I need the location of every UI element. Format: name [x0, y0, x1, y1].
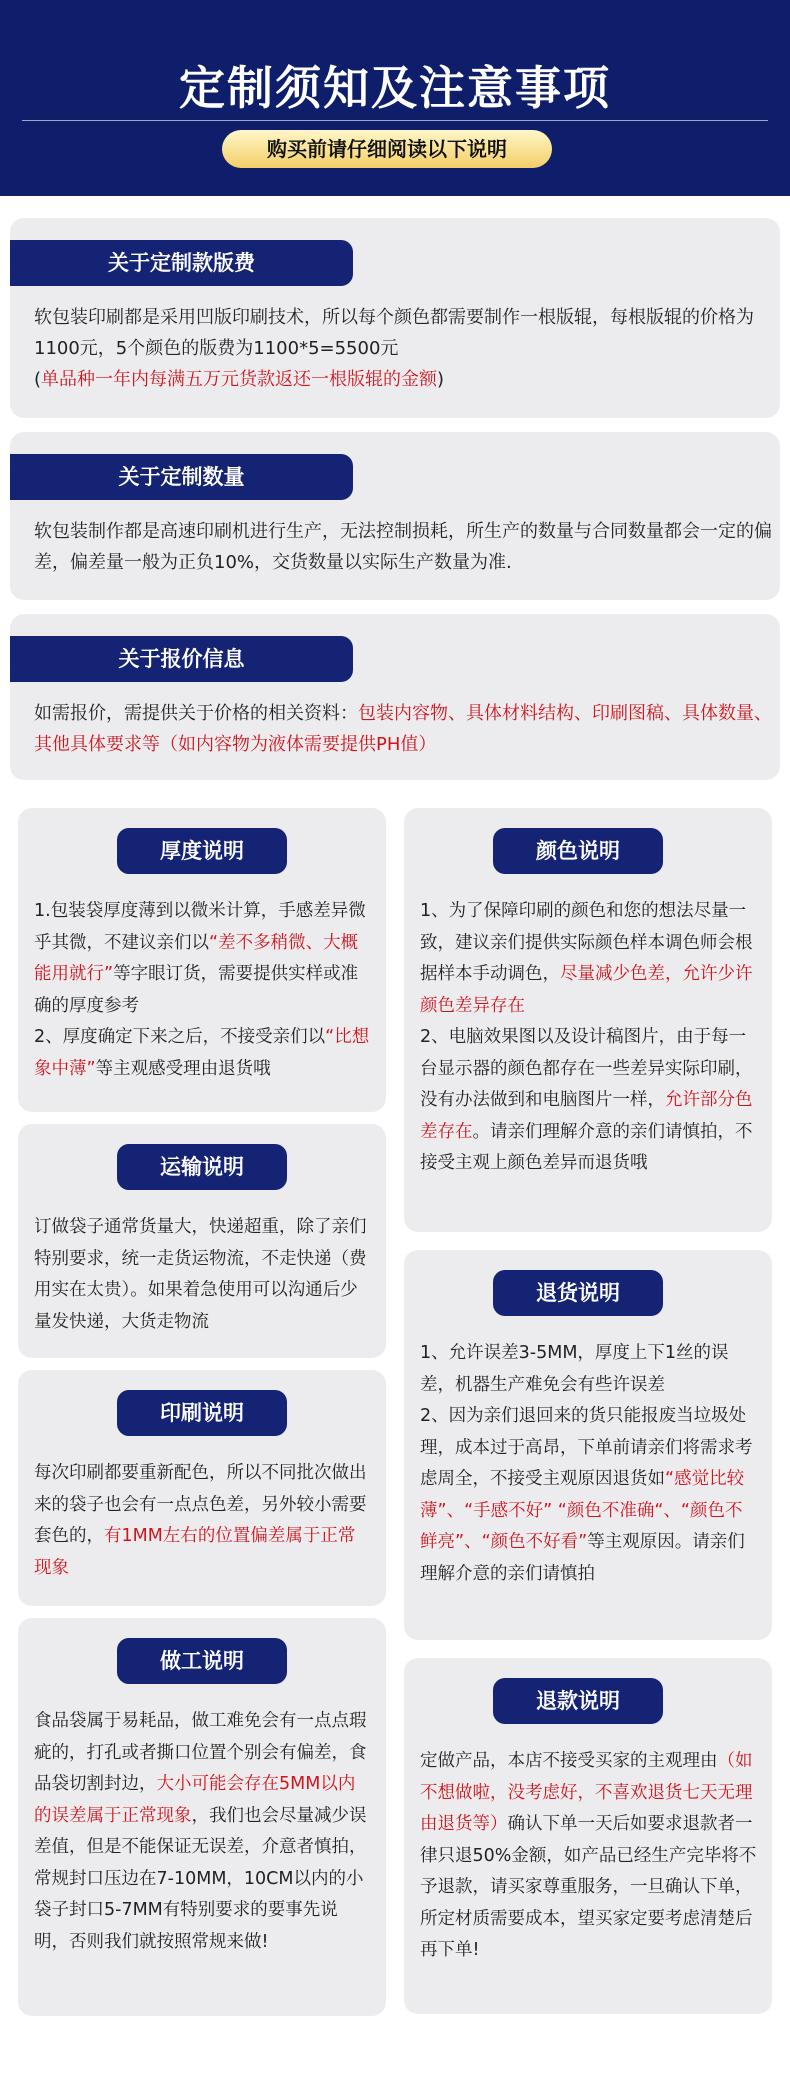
section-quantity-text: 软包装制作都是高速印刷机进行生产，无法控制损耗，所生产的数量与合同数量都会一定的偏差，偏差量一般为正负10%，交货数量以实际生产数量为准.: [34, 521, 772, 573]
thickness-p4: 等主观感受理由退货哦: [95, 1058, 271, 1079]
section-plate-fee: [10, 218, 780, 418]
color-p3: 。请亲们理解介意的亲们请慎拍，不接受主观上颜色差异而退货哦: [420, 1121, 753, 1173]
card-refund: [404, 1658, 772, 2014]
card-returns: [404, 1250, 772, 1640]
printing-r1: 有1MM左右的位置偏差属于正常现象: [34, 1526, 356, 1578]
section-quantity: [10, 432, 780, 600]
refund-r1: （如不想做啦，没考虑好，不喜欢退货七天无理由退货等）: [420, 1751, 753, 1834]
page-title: 定制须知及注意事项: [179, 61, 611, 115]
card-thickness: [18, 808, 386, 1112]
header-divider: [22, 120, 768, 121]
header-subtitle-badge: 购买前请仔细阅读以下说明: [222, 130, 552, 168]
color-p1: 1、为了保障印刷的颜色和您的想法尽量一致，建议亲们提供实际颜色样本调色师会根据样本手动调色，: [420, 901, 753, 984]
card-workmanship: [18, 1618, 386, 2016]
card-thickness-title: 厚度说明: [117, 828, 287, 874]
section-quote-title: 关于报价信息: [10, 636, 353, 682]
printing-p1: 每次印刷都要重新配色，所以不同批次做出来的袋子也会有一点点色差，另外较小需要套色的，: [34, 1463, 367, 1546]
section-quote-text: [34, 698, 774, 760]
card-printing: [18, 1370, 386, 1606]
card-thickness-text: [34, 896, 372, 1085]
card-color: [404, 808, 772, 1232]
header-banner: [0, 0, 790, 196]
thickness-r1: “差不多稍微、大概能用就行”: [34, 932, 359, 984]
thickness-p3: 2、厚度确定下来之后，不接受亲们以: [34, 1027, 326, 1047]
quote-highlight: 包装内容物、具体材料结构、印刷图稿、具体数量、其他具体要求等（如内容物为液体需要提供PH值）: [34, 703, 772, 755]
card-printing-title: 印刷说明: [117, 1390, 287, 1436]
card-shipping-title: 运输说明: [117, 1144, 287, 1190]
card-color-text: [420, 896, 758, 1180]
thickness-p2: 等字眼订货，需要提供实样或准确的厚度参考: [34, 964, 359, 1016]
color-r2: 允许部分色差存在: [420, 1090, 753, 1142]
card-returns-text: [420, 1338, 758, 1590]
plate-fee-note-close: ): [437, 369, 445, 390]
plate-fee-body: 软包装印刷都是采用凹版印刷技术，所以每个颜色都需要制作一根版辊，每根版辊的价格为1100元，5个颜色的版费为1100*5=5500元: [34, 307, 754, 359]
section-quantity-title: 关于定制数量: [10, 454, 353, 500]
refund-p2: 确认下单一天后如要求退款者一律只退50%金额，如产品已经生产完毕将不予退款，请买家尊重服务，一旦确认下单，所定材质需要成本，望买家定要考虑清楚后再下单!: [420, 1814, 757, 1960]
section-plate-fee-text: [34, 302, 774, 395]
thickness-r2: “比想象中薄”: [34, 1027, 370, 1079]
color-p2: 2、电脑效果图以及设计稿图片，由于每一台显示器的颜色都存在一些差异实际印刷，没有办法做到和电脑图片一样，: [420, 1027, 753, 1110]
card-shipping: [18, 1124, 386, 1358]
returns-p3: 等主观原因。请亲们理解介意的亲们请慎拍: [420, 1532, 745, 1584]
section-quote: [10, 614, 780, 780]
section-plate-fee-title: 关于定制款版费: [10, 240, 353, 286]
returns-p2: 2、因为亲们退回来的货只能报废当垃圾处理，成本过于高昂，下单前请亲们将需求考虑周全，不接受主观原因退货如: [420, 1406, 753, 1489]
card-refund-text: [420, 1746, 758, 1967]
color-r1: 尽量减少色差，允许少许颜色差异存在: [420, 964, 753, 1016]
returns-p1: 1、允许误差3-5MM，厚度上下1丝的误差，机器生产难免会有些许误差: [420, 1343, 729, 1395]
card-printing-text: [34, 1458, 372, 1584]
plate-fee-note: 单品种一年内每满五万元货款返还一根版辊的金额: [41, 369, 438, 390]
card-workmanship-text: [34, 1706, 372, 1958]
card-refund-title: 退款说明: [493, 1678, 663, 1724]
workmanship-p2: ，我们也会尽量减少误差值，但是不能保证无误差，介意者慎拍，常规封口压边在7-10MM，10CM以内的小袋子封口5-7MM有特别要求的要事先说明，否则我们就按照常规来做!: [34, 1805, 367, 1952]
card-shipping-text: 订做袋子通常货量大，快递超重，除了亲们特别要求，统一走货运物流，不走快递（费用实在太贵）。如果着急使用可以沟通后少量发快递，大货走物流: [34, 1217, 367, 1332]
card-returns-title: 退货说明: [493, 1270, 663, 1316]
quote-body: 如需报价，需提供关于价格的相关资料：: [34, 703, 358, 724]
card-color-title: 颜色说明: [493, 828, 663, 874]
refund-p1: 定做产品，本店不接受买家的主观理由: [420, 1751, 718, 1771]
thickness-p1: 1.包装袋厚度薄到以微米计算，手感差异微乎其微，不建议亲们以: [34, 901, 366, 953]
workmanship-p1: 食品袋属于易耗品，做工难免会有一点点瑕疵的，打孔或者撕口位置个别会有偏差，食品袋切割封边，: [34, 1711, 367, 1794]
workmanship-r1: 大小可能会存在5MM以内的误差属于正常现象: [34, 1774, 356, 1826]
plate-fee-note-open: (: [34, 369, 42, 390]
returns-r1: “感觉比较薄”、“手感不好” “颜色不准确“、“颜色不鲜亮”、“颜色不好看”: [420, 1469, 745, 1552]
card-workmanship-title: 做工说明: [117, 1638, 287, 1684]
